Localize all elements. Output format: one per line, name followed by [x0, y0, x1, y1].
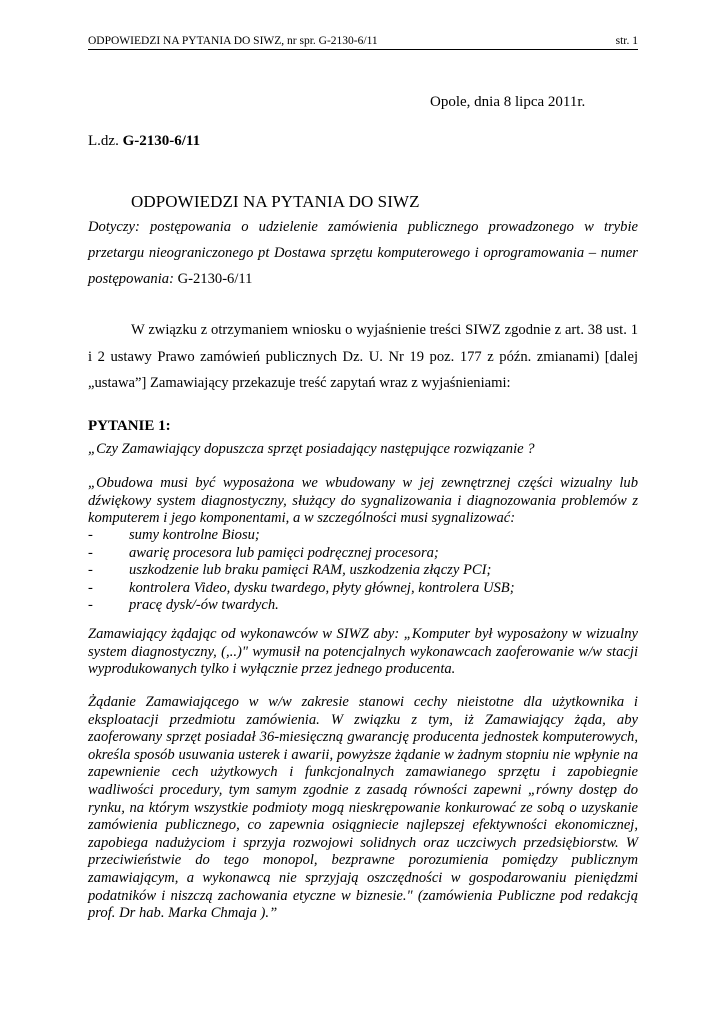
subject-paragraph	[88, 214, 638, 292]
question-paragraph-2: Zamawiający żądając od wykonawców w SIWZ aby: „Komputer był wyposażony w wizualny system diagnostyczny, (,..)" wymusił na potencjalnych wykonawcach zaoferowanie w/w stacji wyprodukowanych tylko i wyłącznie przez jednego producenta.	[88, 626, 638, 678]
question-heading: PYTANIE 1:	[88, 418, 171, 434]
page-header	[88, 34, 638, 50]
subject-text: Dotyczy: postępowania o udzielenie zamówienia publicznego prowadzonego w trybie przetargu nieograniczonego pt Dostawa sprzętu komputerowego i oprogramowania – numer postępowania:	[88, 219, 638, 287]
list-item: - uszkodzenie lub braku pamięci RAM, uszkodzenia złączy PCI;	[88, 562, 492, 579]
header-title: ODPOWIEDZI NA PYTANIA DO SIWZ, nr spr. G-2130-6/11	[88, 35, 378, 47]
document-title: ODPOWIEDZI NA PYTANIA DO SIWZ	[131, 192, 420, 211]
page-number: str. 1	[615, 35, 638, 47]
diagnostic-list	[88, 527, 638, 615]
reference-prefix: L.dz.	[88, 133, 123, 149]
list-item: - awarię procesora lub pamięci podręcznej procesora;	[88, 544, 439, 561]
intro-text: W związku z otrzymaniem wniosku o wyjaśnienie treści SIWZ zgodnie z art. 38 ust. 1 i 2 ustawy Prawo zamówień publicznych Dz. U. Nr 19 poz. 177 z późn. zmianami) [dalej „ustawa”] Zamawiający przekazuje treść zapytań wraz z wyjaśnieniami:	[88, 322, 638, 391]
reference-value: G-2130-6/11	[122, 133, 201, 149]
list-item: - kontrolera Video, dysku twardego, płyty głównej, kontrolera USB;	[88, 579, 515, 596]
reference-number	[88, 133, 200, 150]
question-paragraph-1: „Obudowa musi być wyposażona we wbudowany w jej zewnętrznej części wizualny lub dźwiękowy system diagnostyczny, służący do sygnalizowania i diagnozowania problemów z komputerem i jego komponentami, a w szczególności musi sygnalizować:	[88, 475, 638, 527]
question-subtitle: „Czy Zamawiający dopuszcza sprzęt posiadający następujące rozwiązanie ?	[88, 441, 535, 457]
list-item: - pracę dysk/-ów twardych.	[88, 597, 279, 614]
intro-paragraph	[88, 317, 638, 397]
document-date: Opole, dnia 8 lipca 2011r.	[430, 94, 586, 110]
subject-case-number: G-2130-6/11	[173, 271, 253, 287]
question-paragraph-3: Żądanie Zamawiającego w w/w zakresie stanowi cechy nieistotne dla użytkownika i eksploatacji przedmiotu zamówienia. W związku z tym, iż Zamawiający żąda, aby zaoferowany sprzęt posiadał 36-miesięczną gwarancję producenta jednostek komputerowych, określa sposób usuwania usterek i awarii, powyższe żądanie w żadnym stopniu nie wpłynie na zapewnienie cech użytkowych i funkcjonalnych zamawianego sprzętu i zapobiegnie wadliwości procedury, tym samym zgodnie z zasadą równości zapewni „równy dostęp do rynku, na którym wszystkie podmioty mogą nieskrępowanie konkurować ze sobą o uzyskanie zamówienia publicznego, co zapewnia osiągniecie najlepszej efektywności ekonomicznej, zapobiega nadużyciom i sprzyja rozwojowi solidnych oraz uczciwych przedsiębiorstw. W przeciwieństwie do tego monopol, bezprawne porozumienia pomiędzy publicznym zamawiającym, a wykonawcą nie sprzyjają oszczędności w gospodarowaniu pieniędzmi podatników i niszczą zachowania etyczne w biznesie." (zamówienia Publiczne pod redakcją prof. Dr hab. Marka Chmaja ).”	[88, 694, 638, 922]
list-item: - sumy kontrolne Biosu;	[88, 527, 260, 543]
